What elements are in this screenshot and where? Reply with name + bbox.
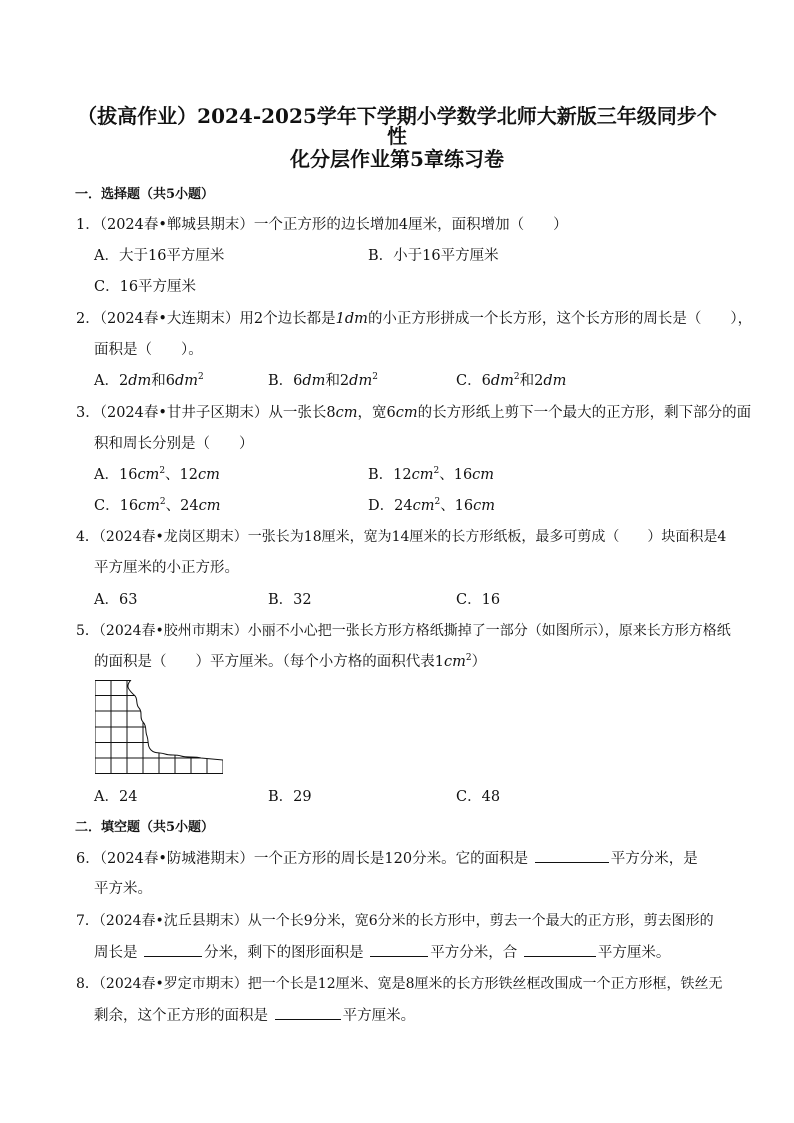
- q4-option-b: B．32: [268, 592, 312, 608]
- torn-grid-paper-figure: [95, 680, 227, 776]
- q3-option-d: D．$24cm^2$、16cm: [368, 497, 496, 514]
- q5-option-b: B．29: [268, 789, 312, 805]
- question-8-line-2: 剩余，这个正方形的面积是 平方厘米。: [94, 1008, 416, 1024]
- question-1: 1．（2024春•郸城县期末）一个正方形的边长增加4厘米，面积增加（ ）: [76, 217, 568, 233]
- section-heading-choice: 一．选择题（共5小题）: [75, 187, 215, 202]
- q5-option-c: C．48: [456, 789, 501, 805]
- q2-option-b: B．6dm和$2dm^2$: [268, 372, 378, 389]
- question-8: 8．（2024春•罗定市期末）把一个长是12厘米、宽是8厘米的长方形铁丝框改围成一个正方形框，铁丝无: [76, 976, 723, 992]
- q1-option-c: C．16平方厘米: [94, 279, 197, 295]
- q4-option-a: A．63: [94, 592, 138, 608]
- q7-answer-blank-3[interactable]: [524, 944, 596, 957]
- question-6: 6．（2024春•防城港期末）一个正方形的周长是120分米。它的面积是 平方分米，是: [76, 851, 698, 867]
- q1-option-b: B．小于16平方厘米: [368, 248, 499, 264]
- q6-answer-blank-1[interactable]: [535, 850, 609, 863]
- q7-answer-blank-2[interactable]: [370, 944, 428, 957]
- question-6-line-2: 平方米。: [94, 881, 152, 897]
- question-7-line-2: 周长是 分米，剩下的图形面积是 平方分米，合 平方厘米。: [94, 945, 671, 961]
- question-3-line-2: 积和周长分别是（ ）: [94, 436, 254, 452]
- q2-option-c: C．$6dm^2$和2dm: [456, 372, 567, 389]
- q3-option-c: C．$16cm^2$、24cm: [94, 497, 221, 514]
- page-title-line-2: 化分层作业第5章练习卷: [290, 147, 504, 171]
- q1-option-a: A．大于16平方厘米: [94, 248, 225, 264]
- question-5-line-2: 的面积是（ ）平方厘米。（每个小方格的面积代表$1cm^2$）: [94, 653, 487, 670]
- q2-option-a: A．2dm和$6dm^2$: [94, 372, 204, 389]
- question-2: 2．（2024春•大连期末）用2个边长都是1dm的小正方形拼成一个长方形，这个长方形的周长是（ ），: [76, 311, 753, 327]
- question-4-line-2: 平方厘米的小正方形。: [94, 560, 239, 576]
- question-4: 4．（2024春•龙岗区期末）一张长为18厘米，宽为14厘米的长方形纸板，最多可剪成（ ）块面积是4: [76, 529, 727, 545]
- q3-option-a: A．$16cm^2$、12cm: [94, 466, 220, 483]
- question-2-line-2: 面积是（ ）。: [94, 342, 203, 358]
- q7-answer-blank-1[interactable]: [144, 944, 202, 957]
- q4-option-c: C．16: [456, 592, 501, 608]
- q5-option-a: A．24: [94, 789, 138, 805]
- q3-option-b: B．$12cm^2$、16cm: [368, 466, 495, 483]
- question-7: 7．（2024春•沈丘县期末）从一个长9分米，宽6分米的长方形中，剪去一个最大的正方形，剪去图形的: [76, 913, 714, 929]
- question-3: 3．（2024春•甘井子区期末）从一张长8cm，宽6cm的长方形纸上剪下一个最大的正方形，剩下部分的面: [76, 405, 752, 421]
- q8-answer-blank-1[interactable]: [275, 1007, 341, 1020]
- section-heading-fill: 二．填空题（共5小题）: [75, 820, 215, 835]
- page-title-line-1: （拔高作业）2024-2025学年下学期小学数学北师大新版三年级同步个性: [77, 104, 717, 148]
- question-5: 5．（2024春•胶州市期末）小丽不小心把一张长方形方格纸撕掉了一部分（如图所示），原来长方形方格纸: [76, 623, 731, 639]
